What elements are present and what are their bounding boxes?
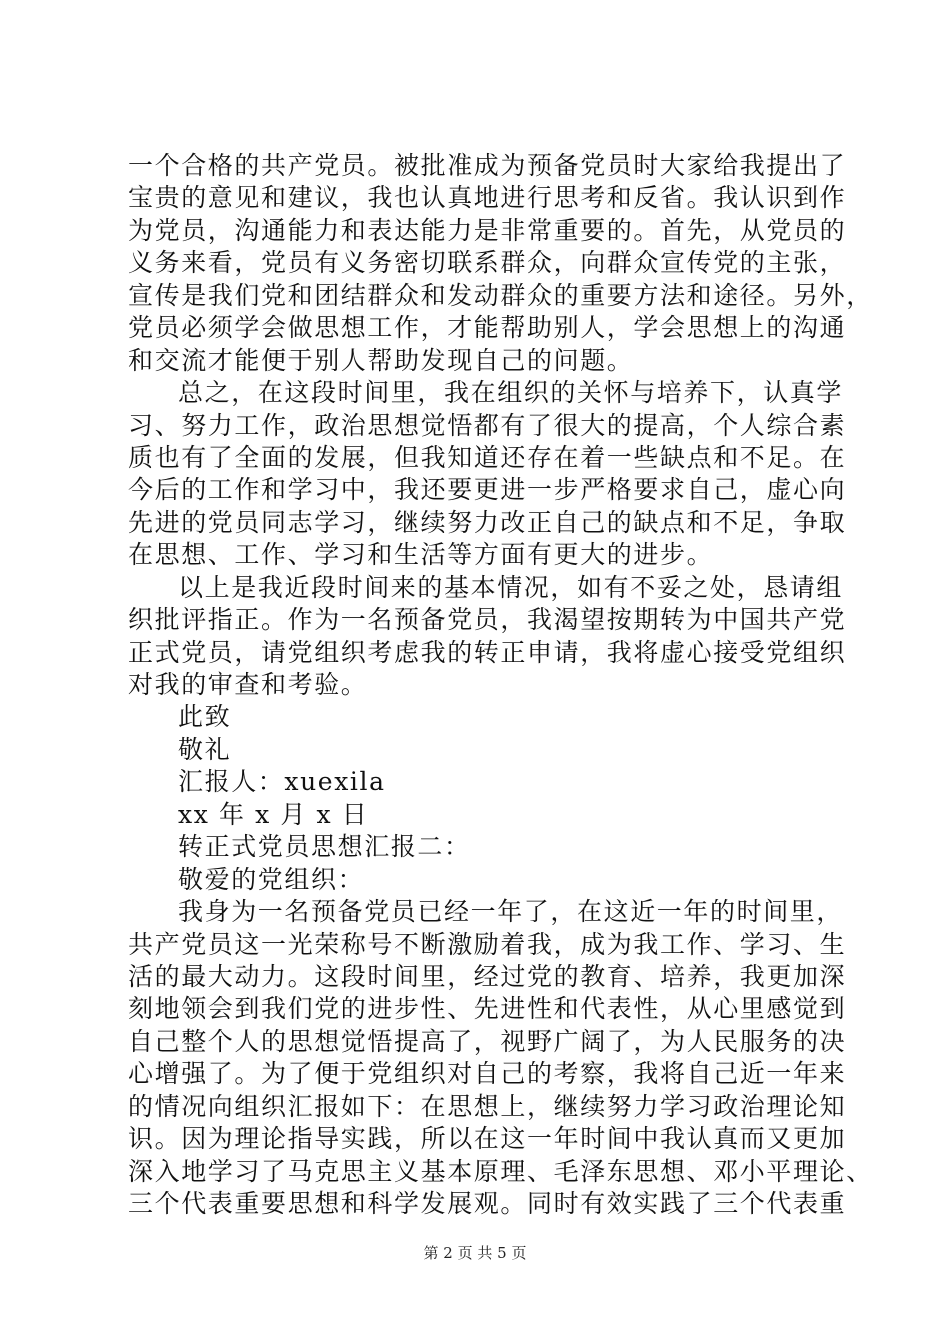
text-line: 一个合格的共产党员。被批准成为预备党员时大家给我提出了: [128, 151, 847, 180]
text-line: 自己整个人的思想觉悟提高了，视野广阔了，为人民服务的决: [128, 1026, 847, 1056]
text-line: 总之，在这段时间里，我在组织的关怀与培养下，认真学: [178, 378, 844, 408]
page-footer: 第 2 页 共 5 页: [423, 1244, 527, 1262]
text-line: 为党员，沟通能力和表达能力是非常重要的。首先，从党员的: [128, 215, 847, 245]
text-line: 在思想、工作、学习和生活等方面有更大的进步。: [128, 540, 714, 570]
text-line: 共产党员这一光荣称号不断激励着我，成为我工作、学习、生: [128, 929, 847, 959]
text-line: 此致: [178, 702, 232, 732]
text-line: 的情况向组织汇报如下：在思想上，继续努力学习政治理论知: [128, 1091, 847, 1121]
text-line: 敬爱的党组织：: [178, 864, 365, 894]
text-line: 宣传是我们党和团结群众和发动群众的重要方法和途径。另外，: [128, 280, 873, 310]
text-line: 深入地学习了马克思主义基本原理、毛泽东思想、邓小平理论、: [128, 1156, 873, 1186]
text-line: 义务来看，党员有义务密切联系群众，向群众宣传党的主张，: [128, 248, 847, 278]
text-line: 刻地领会到我们党的进步性、先进性和代表性，从心里感觉到: [128, 994, 847, 1024]
text-line: 习、努力工作，政治思想觉悟都有了很大的提高，个人综合素: [128, 410, 847, 440]
text-line: 我身为一名预备党员已经一年了，在这近一年的时间里，: [178, 897, 844, 927]
text-line: 识。因为理论指导实践，所以在这一年时间中我认真而又更加: [128, 1124, 847, 1154]
text-line: 今后的工作和学习中，我还要更进一步严格要求自己，虚心向: [128, 475, 847, 505]
text-line: 和交流才能便于别人帮助发现自己的问题。: [128, 345, 634, 375]
text-line: 汇报人：xuexila: [178, 767, 386, 797]
text-line: 心增强了。为了便于党组织对自己的考察，我将自己近一年来: [128, 1059, 847, 1089]
text-line: xx 年 x 月 x 日: [178, 799, 369, 829]
text-line: 先进的党员同志学习，继续努力改正自己的缺点和不足，争取: [128, 507, 847, 537]
text-line: 正式党员，请党组织考虑我的转正申请，我将虚心接受党组织: [128, 637, 847, 667]
text-line: 宝贵的意见和建议，我也认真地进行思考和反省。我认识到作: [128, 183, 847, 213]
text-line: 活的最大动力。这段时间里，经过党的教育、培养，我更加深: [128, 961, 847, 991]
text-line: 质也有了全面的发展，但我知道还存在着一些缺点和不足。在: [128, 442, 847, 472]
text-line: 敬礼: [178, 734, 232, 764]
text-line: 以上是我近段时间来的基本情况，如有不妥之处，恳请组: [178, 572, 844, 602]
document-body: [128, 150, 873, 1220]
text-line: 党员必须学会做思想工作，才能帮助别人，学会思想上的沟通: [128, 313, 847, 343]
text-line: 对我的审查和考验。: [128, 670, 368, 699]
text-line: 转正式党员思想汇报二：: [178, 832, 471, 862]
text-line: 织批评指正。作为一名预备党员，我渴望按期转为中国共产党: [128, 605, 847, 635]
text-line: 三个代表重要思想和科学发展观。同时有效实践了三个代表重: [128, 1189, 847, 1218]
